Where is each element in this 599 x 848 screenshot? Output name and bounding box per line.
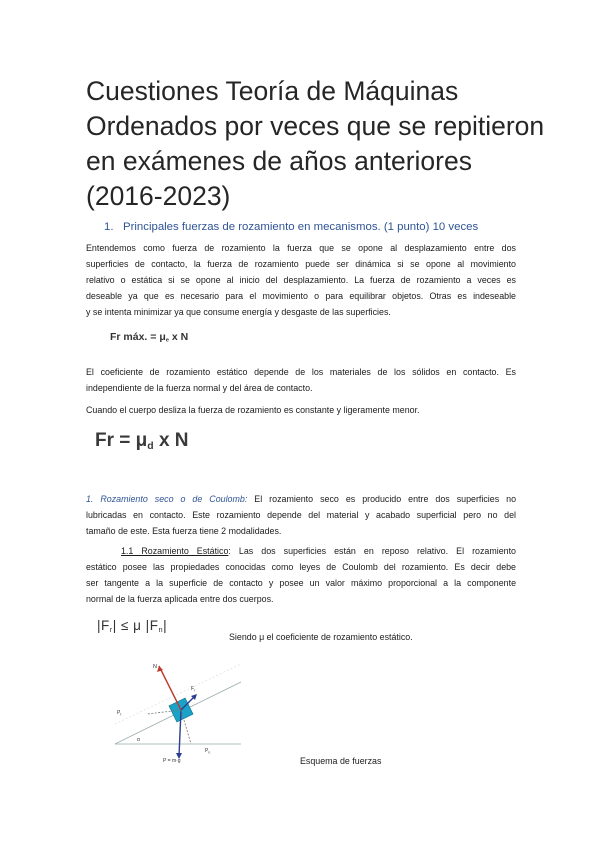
- label-pn-sub: n: [208, 750, 211, 755]
- title-line-1: Cuestiones Teoría de Máquinas: [86, 76, 459, 106]
- paragraph-definition: [86, 240, 516, 320]
- formula-static-friction: [110, 331, 188, 344]
- section-1-heading-text: Principales fuerzas de rozamiento en mecanismos. (1 punto) 10 veces: [123, 221, 479, 233]
- formula-text: Fr = μ: [95, 430, 148, 451]
- formula-coulomb-inequality: [97, 618, 167, 634]
- formula-text: |F: [97, 618, 110, 633]
- text-line: tamaño de este. Esta fuerza tiene 2 modalidades.: [86, 526, 282, 536]
- label-pt-main: P: [117, 710, 121, 716]
- formula-subscript: r: [109, 625, 113, 635]
- formula-text: x N: [168, 331, 189, 343]
- diagram-caption: Esquema de fuerzas: [300, 756, 382, 766]
- text-line: relativo o estática si se opone al inicio del desplazamiento. La fuerza de rozamiento a veces es: [86, 275, 516, 285]
- section-1-number: 1.: [104, 221, 114, 233]
- force-diagram: [113, 658, 243, 766]
- normal-force-arrow: [159, 666, 181, 710]
- label-fr-main: F: [191, 686, 195, 692]
- text-line: y se intenta minimizar ya que consume energía y desgaste de las superficies.: [86, 307, 391, 317]
- formula-subscript: n: [158, 625, 164, 635]
- formula-dynamic-friction: [95, 430, 189, 452]
- formula-text: | ≤ μ |F: [112, 618, 159, 633]
- formula-text: x N: [153, 430, 189, 451]
- text-line: superficies de contacto, la fuerza de rozamiento puede ser dinámica si se opone al movimiento: [86, 259, 516, 269]
- text-line: deseable ya que es necesario para el movimiento o para equilibrar objetos. Otras es indeseable: [86, 291, 516, 301]
- text-line: [86, 543, 516, 559]
- formula-text: Fr máx. = μ: [110, 331, 166, 343]
- text-line: ser tangente a la superficie de contacto y posee un valor máximo proporcional a la componente: [86, 578, 516, 588]
- text-line: [86, 491, 516, 507]
- text-line: normal de la fuerza aplicada entre dos cuerpos.: [86, 594, 274, 604]
- document-title: [86, 74, 556, 214]
- section-1-heading: [104, 221, 478, 233]
- label-p: P = m·g: [163, 758, 181, 764]
- formula-subscript: e: [165, 337, 169, 344]
- coefficient-note: Siendo μ el coeficiente de rozamiento estático.: [229, 632, 413, 642]
- title-line-3: en exámenes de años anteriores: [86, 146, 472, 176]
- text-line: El coeficiente de rozamiento estático depende de los materiales de los sólidos en contacto. Es: [86, 367, 516, 377]
- label-pt: [117, 710, 121, 717]
- formula-subscript: d: [147, 441, 154, 453]
- title-line-2: Ordenados por veces que se repitieron: [86, 111, 545, 141]
- text-fragment: El rozamiento seco es producido entre dos superficies no: [247, 494, 517, 504]
- label-fr: [191, 686, 196, 693]
- text-line: independiente de la fuerza normal y del área de contacto.: [86, 383, 313, 393]
- label-alpha: α: [137, 737, 140, 743]
- label-fr-sub: r: [194, 688, 196, 693]
- label-pn: [205, 748, 210, 755]
- paragraph-static-friction: [86, 543, 516, 607]
- paragraph-coulomb: [86, 491, 516, 539]
- text-line: lubricadas en contacto. Este rozamiento depende del material y acabado superficial pero no del: [86, 510, 516, 520]
- coulomb-subheading: 1. Rozamiento seco o de Coulomb:: [86, 494, 248, 504]
- text-line: Cuando el cuerpo desliza la fuerza de rozamiento es constante y ligeramente menor.: [86, 405, 420, 415]
- text-line: estático posee las propiedades conocidas como leyes de Coulomb del rozamiento. Es decir debe: [86, 562, 516, 572]
- formula-text: |: [163, 618, 168, 633]
- label-n: N: [153, 664, 157, 670]
- text-line: Entendemos como fuerza de rozamiento la fuerza que se opone al desplazamiento entre dos: [86, 243, 516, 253]
- paragraph-static-coefficient: [86, 364, 516, 396]
- label-pt-sub: t: [120, 712, 122, 717]
- text-fragment: : Las dos superficies están en reposo relativo. El rozamiento: [228, 546, 516, 556]
- paragraph-sliding: [86, 402, 516, 418]
- label-pn-main: P: [205, 748, 209, 754]
- title-line-4: (2016-2023): [86, 181, 231, 211]
- static-friction-subheading: 1.1 Rozamiento Estático: [121, 546, 229, 556]
